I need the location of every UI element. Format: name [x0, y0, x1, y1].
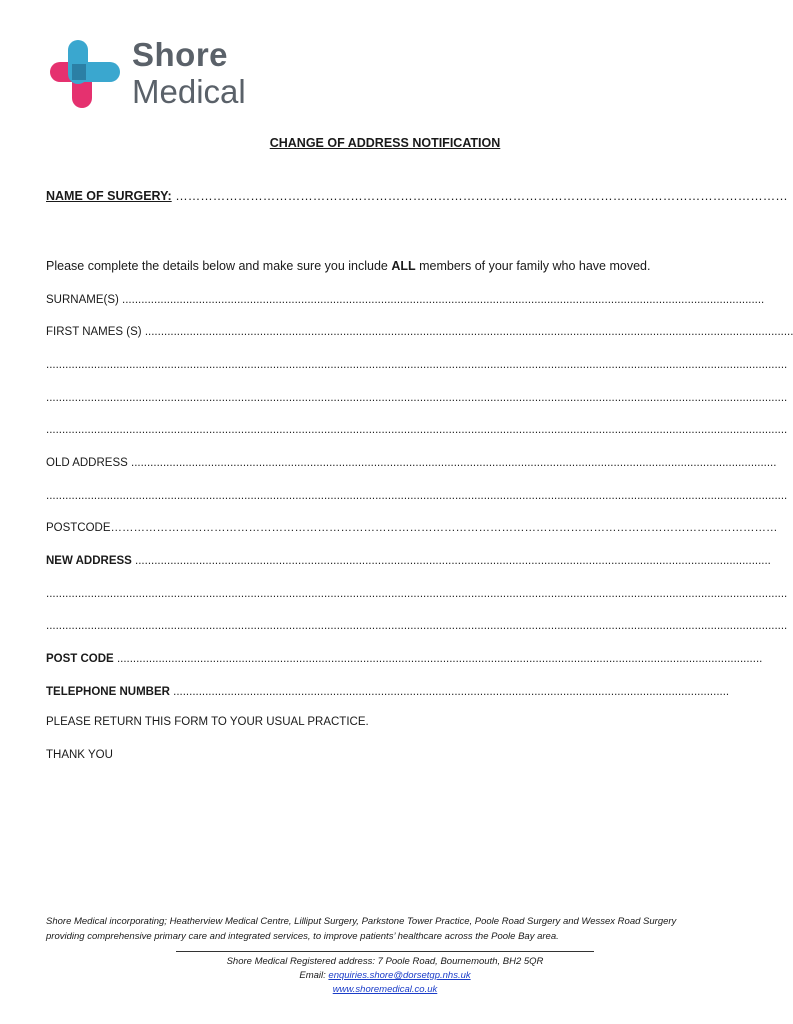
surgery-name-label: NAME OF SURGERY: — [46, 189, 172, 203]
postcode-label: POSTCODE — [46, 522, 111, 534]
telephone-label: TELEPHONE NUMBER — [46, 686, 170, 698]
first-names-label: FIRST NAMES (S) — [46, 326, 142, 338]
blank-dots: ........................................................................................................................................................................................................................................ — [46, 424, 788, 436]
new-address-line-3[interactable] — [46, 618, 788, 634]
medical-cross-icon — [50, 38, 122, 108]
logo-text-medical: Medical — [132, 73, 246, 110]
blank-dots: ........................................................................................................................................................................................................................................ — [46, 392, 788, 404]
new-address-line-2[interactable] — [46, 586, 788, 602]
post-code-label: POST CODE — [46, 653, 114, 665]
first-names-dots: ........................................................................................................................................................................................................... — [144, 326, 793, 338]
telephone-field[interactable] — [46, 684, 730, 700]
first-names-line-2[interactable] — [46, 357, 788, 373]
return-instruction: PLEASE RETURN THIS FORM TO YOUR USUAL PRACTICE. — [46, 716, 369, 728]
first-names-field[interactable] — [46, 324, 793, 340]
instructions — [46, 259, 650, 273]
new-address-label: NEW ADDRESS — [46, 555, 132, 567]
footer-website-line — [0, 984, 770, 995]
surgery-name-dots: ………………………………………………………………………………………………………………………………… — [175, 189, 788, 203]
logo-text-shore: Shore — [132, 36, 229, 73]
blank-dots: ........................................................................................................................................................................................................................................ — [46, 359, 788, 371]
old-address-dots: .......................................................................................................................................................................................................... — [131, 457, 777, 469]
footer-divider — [176, 951, 594, 952]
first-names-line-4[interactable] — [46, 422, 788, 438]
footer-registered-address: Shore Medical Registered address: 7 Poole Road, Bournemouth, BH2 5QR — [226, 956, 544, 967]
surname-label: SURNAME(S) — [46, 294, 119, 306]
old-address-label: OLD ADDRESS — [46, 457, 128, 469]
surname-field[interactable] — [46, 292, 765, 308]
footer-email-link[interactable]: enquiries.shore@dorsetgp.nhs.uk — [328, 970, 471, 981]
postcode-field[interactable] — [46, 520, 778, 536]
intro-text-end: members of your family who have moved. — [415, 259, 651, 273]
blank-dots: ........................................................................................................................................................................................................................................ — [46, 620, 788, 632]
post-code-field[interactable] — [46, 651, 763, 667]
blank-dots: ........................................................................................................................................................................................................................................ — [46, 588, 788, 600]
first-names-line-3[interactable] — [46, 390, 788, 406]
thank-you: THANK YOU — [46, 749, 113, 761]
intro-text-emphasis: ALL — [391, 259, 416, 273]
new-address-dots: ....................................................................................................................................................................................................... — [135, 555, 771, 567]
form-title: CHANGE OF ADDRESS NOTIFICATION — [269, 136, 501, 150]
blank-dots: ........................................................................................................................................................................................................................................ — [46, 490, 788, 502]
footer-website-link[interactable]: www.shoremedical.co.uk — [332, 984, 438, 995]
shore-medical-logo — [50, 38, 280, 110]
footer-email-line — [0, 970, 770, 981]
footer-email-label: Email: — [299, 970, 329, 981]
old-address-line-2[interactable] — [46, 488, 788, 504]
footer-incorporating: Shore Medical incorporating; Heatherview Medical Centre, Lilliput Surgery, Parkstone Tower Practice, Poole Road Surgery and Wessex Road Surgery providing comprehensive primary care and integrated services, to improve patients’ healthcare across the Poole Bay area. — [46, 916, 677, 942]
old-address-field[interactable] — [46, 455, 777, 471]
surname-dots: ......................................................................................................................................................................................................... — [122, 294, 765, 306]
telephone-dots: .............................................................................................................................................................................. — [173, 686, 730, 698]
post-code-dots: .......................................................................................................................................................................................................... — [116, 653, 763, 665]
intro-text-start: Please complete the details below and make sure you include — [46, 259, 392, 273]
postcode-dots: ………………………………………………………………………………………………………………………………………………………… — [110, 522, 778, 534]
surgery-name-field[interactable] — [46, 189, 788, 203]
new-address-field[interactable] — [46, 553, 771, 569]
